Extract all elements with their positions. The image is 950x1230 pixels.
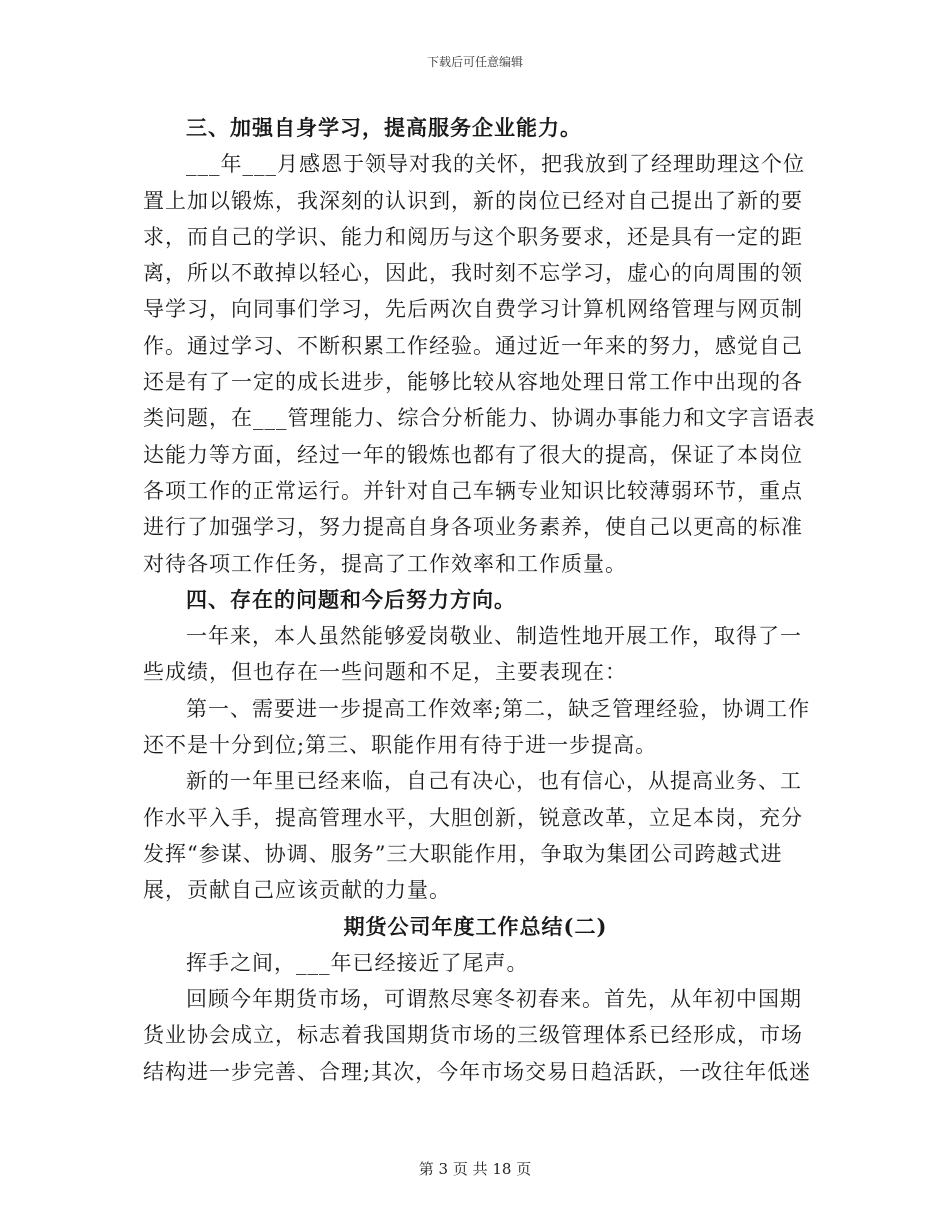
paragraph-line: 导学习，向同事们学习，先后两次自费学习计算机网络管理与网页制 xyxy=(143,297,803,322)
section-heading: 三、加强自身学习，提高服务企业能力。 xyxy=(186,115,582,140)
paragraph-line: 置上加以锻炼，我深刻的认识到，新的岗位已经对自己提出了新的要 xyxy=(143,188,803,213)
section-heading: 四、存在的问题和今后努力方向。 xyxy=(186,586,516,612)
paragraph-line: 达能力等方面，经过一年的锻炼也都有了很大的提高，保证了本岗位 xyxy=(143,442,803,467)
paragraph-line: 各项工作的正常运行。并针对自己车辆专业知识比较薄弱环节，重点 xyxy=(143,478,803,503)
paragraph-line: 回顾今年期货市场，可谓熬尽寒冬初春来。首先，从年初中国期 xyxy=(186,987,802,1012)
paragraph-line: 新的一年里已经来临，自己有决心，也有信心，从提高业务、工 xyxy=(186,769,802,794)
paragraph-line: 类问题，在___管理能力、综合分析能力、协调办事能力和文字言语表 xyxy=(143,406,816,431)
paragraph-line: 还是有了一定的成长进步，能够比较从容地处理日常工作中出现的各 xyxy=(143,370,803,395)
page-number: 第 3 页 共 18 页 xyxy=(418,1160,532,1178)
header-note: 下载后可任意编辑 xyxy=(426,55,523,69)
paragraph-line: 结构进一步完善、合理;其次，今年市场交易日趋活跃，一改往年低迷 xyxy=(143,1059,812,1084)
paragraph-line: 展，贡献自己应该贡献的力量。 xyxy=(143,878,451,903)
paragraph-line: 第一、需要进一步提高工作效率;第二，缺乏管理经验，协调工作 xyxy=(186,696,811,721)
paragraph-line: 货业协会成立，标志着我国期货市场的三级管理体系已经形成，市场 xyxy=(143,1023,803,1048)
paragraph-line: 离，所以不敢掉以轻心，因此，我时刻不忘学习，虚心的向周围的领 xyxy=(143,261,803,286)
document-title: 期货公司年度工作总结(二) xyxy=(343,913,608,939)
paragraph-line: 作水平入手，提高管理水平，大胆创新，锐意改革，立足本岗，充分 xyxy=(143,805,803,830)
paragraph-line: 对待各项工作任务，提高了工作效率和工作质量。 xyxy=(143,551,627,576)
paragraph-line: 作。通过学习、不断积累工作经验。通过近一年来的努力，感觉自己 xyxy=(143,333,803,358)
paragraph-line: 求，而自己的学识、能力和阅历与这个职务要求，还是具有一定的距 xyxy=(143,224,803,249)
paragraph-line: 还不是十分到位;第三、职能作用有待于进一步提高。 xyxy=(143,733,658,758)
paragraph-line: 挥手之间，___年已经接近了尾声。 xyxy=(186,950,529,975)
paragraph-line: 一年来，本人虽然能够爱岗敬业、制造性地开展工作，取得了一 xyxy=(186,624,802,649)
paragraph-line: 进行了加强学习，努力提高自身各项业务素养，使自己以更高的标准 xyxy=(143,515,803,540)
document-body xyxy=(143,110,816,1090)
paragraph-line: 发挥“参谋、协调、服务”三大职能作用，争取为集团公司跨越式进 xyxy=(143,841,783,866)
paragraph-line: 些成绩，但也存在一些问题和不足，主要表现在： xyxy=(143,660,627,685)
paragraph-line: ___年___月感恩于领导对我的关怀，把我放到了经理助理这个位 xyxy=(186,152,805,177)
